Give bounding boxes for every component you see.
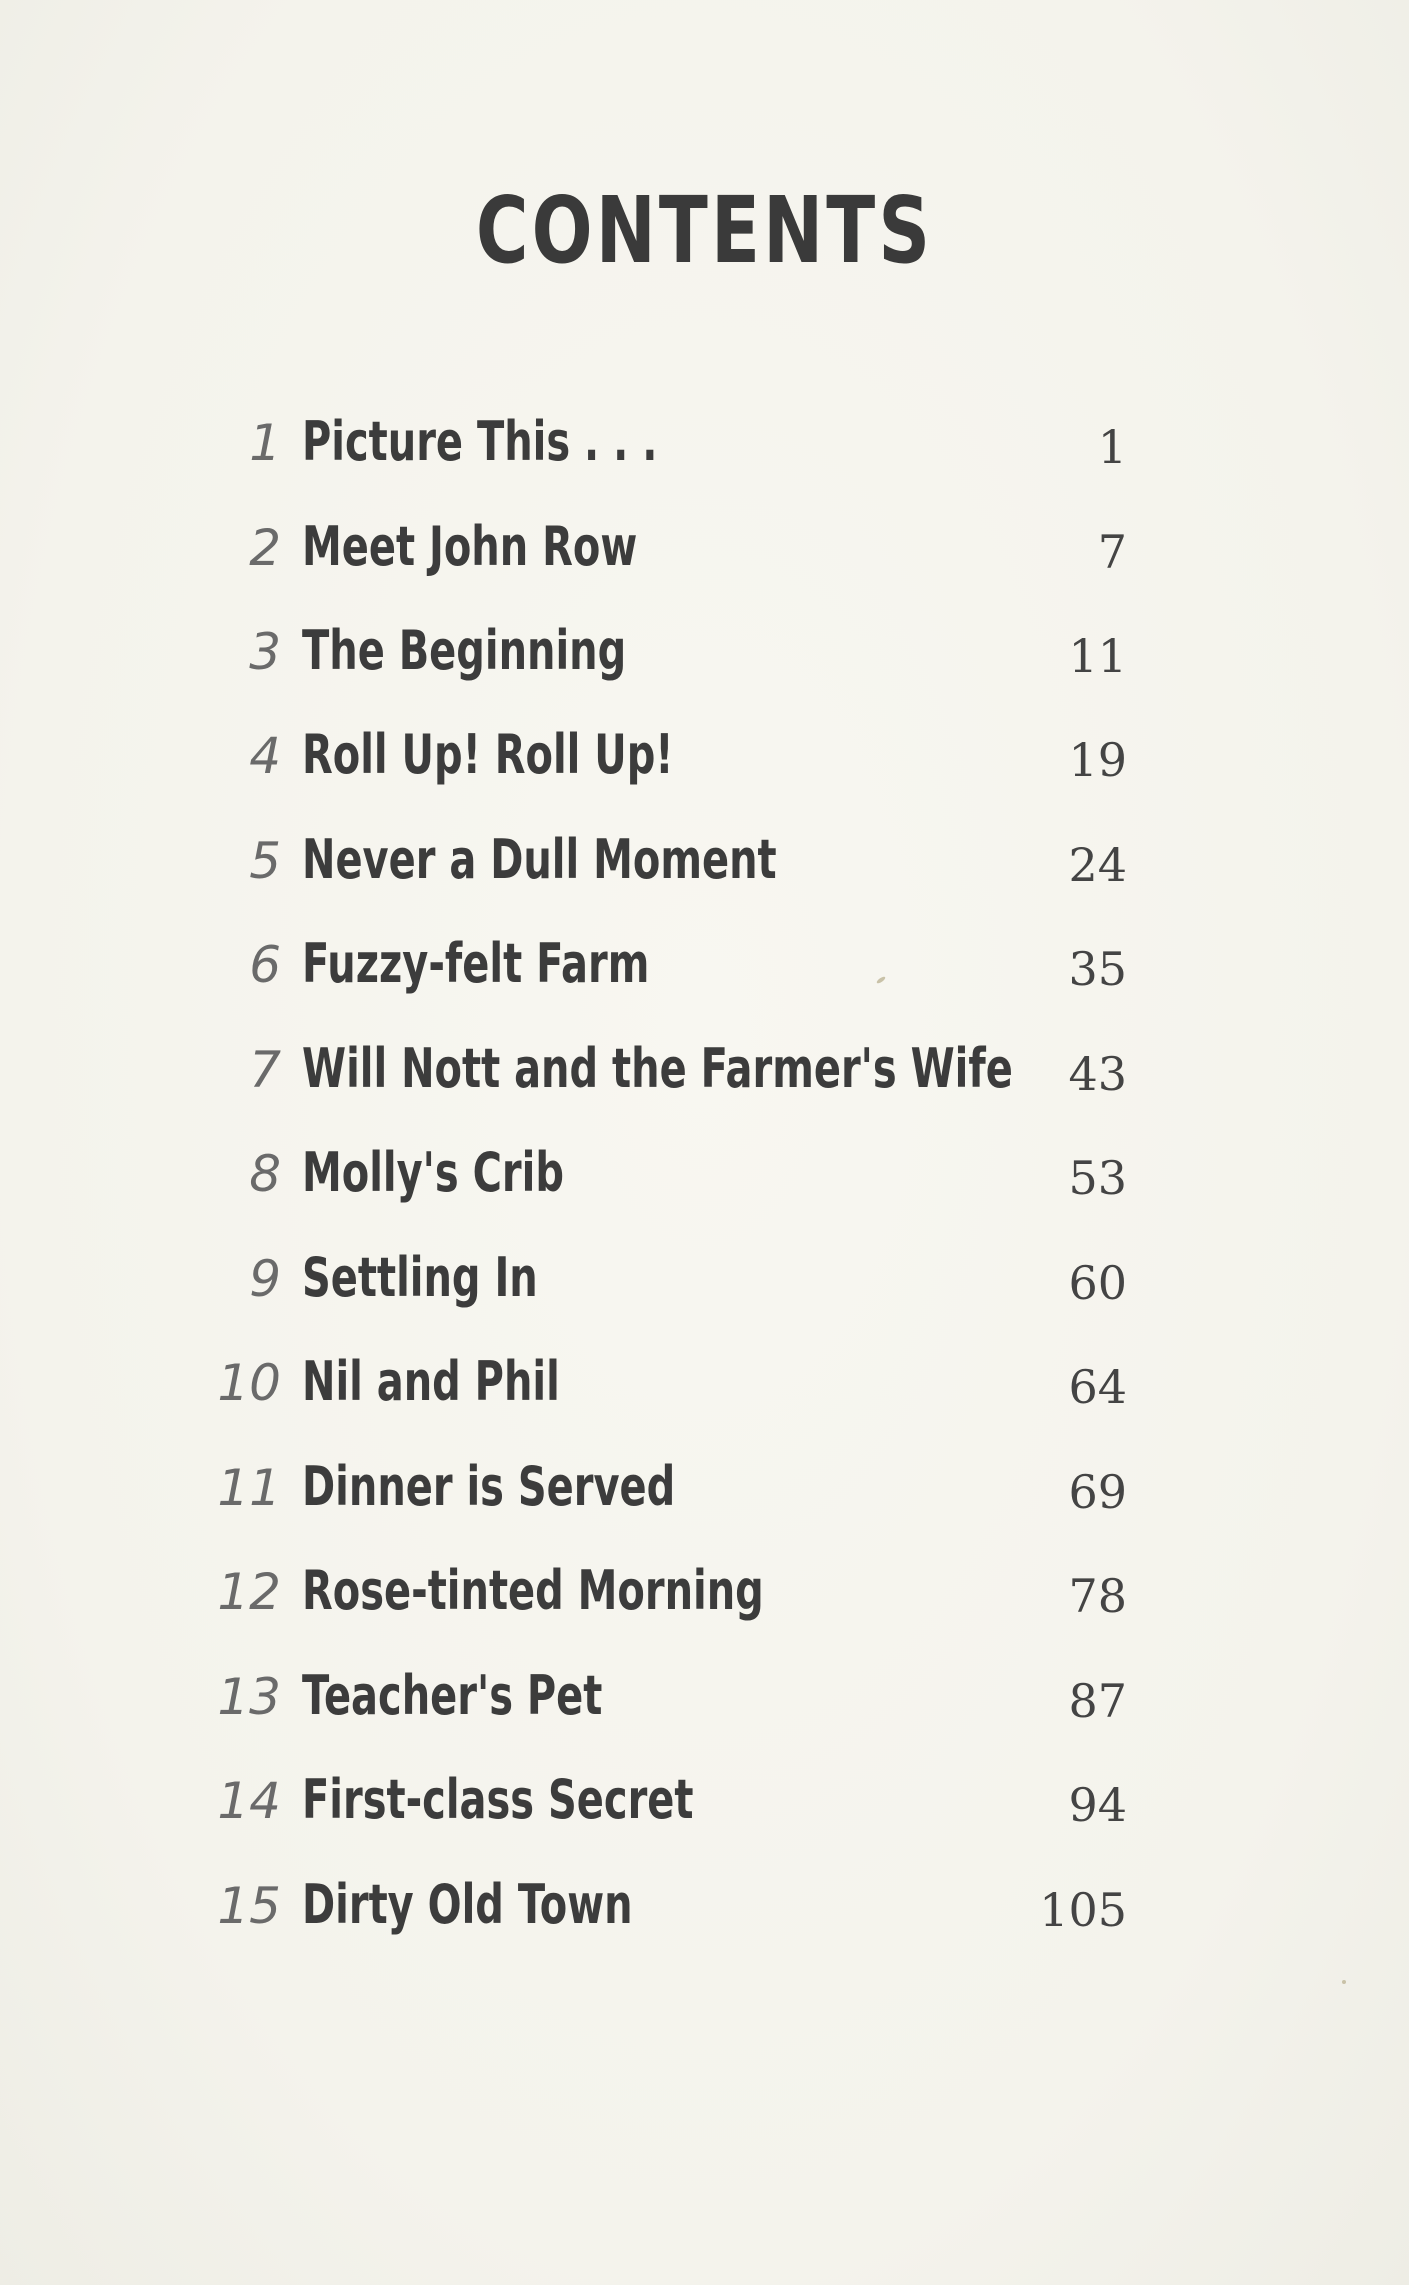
chapter-number: 7 bbox=[249, 1041, 281, 1099]
chapter-title: Will Nott and the Farmer's Wife bbox=[302, 1037, 1013, 1100]
chapter-number: 9 bbox=[249, 1250, 281, 1308]
chapter-number: 8 bbox=[249, 1145, 281, 1203]
toc-entry bbox=[0, 1345, 1409, 1425]
page-number: 105 bbox=[1039, 1883, 1127, 1937]
chapter-number: 10 bbox=[217, 1354, 281, 1412]
chapter-number: 13 bbox=[217, 1668, 281, 1726]
chapter-title: First-class Secret bbox=[302, 1768, 694, 1831]
page-number: 60 bbox=[1068, 1256, 1127, 1310]
chapter-title: Roll Up! Roll Up! bbox=[302, 723, 674, 786]
chapter-title: Molly's Crib bbox=[302, 1141, 564, 1204]
chapter-number: 1 bbox=[249, 414, 281, 472]
page-number: 64 bbox=[1068, 1360, 1127, 1414]
page-number: 43 bbox=[1068, 1047, 1127, 1101]
page-number: 35 bbox=[1068, 942, 1127, 996]
chapter-title: Never a Dull Moment bbox=[302, 828, 777, 891]
chapter-number: 15 bbox=[217, 1877, 281, 1935]
chapter-title: Settling In bbox=[302, 1246, 538, 1309]
chapter-title: Rose-tinted Morning bbox=[302, 1559, 764, 1622]
toc-entry bbox=[0, 1659, 1409, 1739]
page-number: 7 bbox=[1097, 525, 1127, 579]
chapter-title: Teacher's Pet bbox=[302, 1664, 603, 1727]
toc-entry bbox=[0, 1763, 1409, 1843]
toc-entry bbox=[0, 718, 1409, 798]
toc-entry bbox=[0, 927, 1409, 1007]
chapter-title: The Beginning bbox=[302, 619, 627, 682]
toc-entry bbox=[0, 1554, 1409, 1634]
chapter-number: 3 bbox=[249, 623, 281, 681]
chapter-title: Dirty Old Town bbox=[302, 1873, 633, 1936]
chapter-title: Meet John Row bbox=[302, 515, 638, 578]
chapter-number: 14 bbox=[217, 1772, 281, 1830]
page-number: 1 bbox=[1097, 420, 1127, 474]
page-number: 87 bbox=[1068, 1674, 1127, 1728]
chapter-number: 4 bbox=[249, 727, 281, 785]
page-number: 53 bbox=[1068, 1151, 1127, 1205]
page-number: 94 bbox=[1068, 1778, 1127, 1832]
page-number: 78 bbox=[1068, 1569, 1127, 1623]
toc-entry bbox=[0, 614, 1409, 694]
toc-entry bbox=[0, 510, 1409, 590]
toc-entry bbox=[0, 1032, 1409, 1112]
page-number: 19 bbox=[1068, 733, 1127, 787]
toc-entry bbox=[0, 1868, 1409, 1948]
toc-entry bbox=[0, 405, 1409, 485]
page-number: 24 bbox=[1068, 838, 1127, 892]
chapter-number: 2 bbox=[249, 519, 281, 577]
page-number: 69 bbox=[1068, 1465, 1127, 1519]
chapter-number: 12 bbox=[217, 1563, 281, 1621]
toc-entry bbox=[0, 1450, 1409, 1530]
chapter-title: Dinner is Served bbox=[302, 1455, 676, 1518]
page-number: 11 bbox=[1068, 629, 1127, 683]
chapter-number: 11 bbox=[217, 1459, 281, 1517]
toc-entry bbox=[0, 823, 1409, 903]
toc-entry bbox=[0, 1136, 1409, 1216]
chapter-number: 5 bbox=[249, 832, 281, 890]
chapter-title: Picture This . . . bbox=[302, 410, 658, 473]
page-title: CONTENTS bbox=[475, 177, 934, 284]
chapter-title: Nil and Phil bbox=[302, 1350, 560, 1413]
chapter-number: 6 bbox=[249, 936, 281, 994]
toc-entry bbox=[0, 1241, 1409, 1321]
chapter-title: Fuzzy-felt Farm bbox=[302, 932, 650, 995]
paper-speck bbox=[1342, 1980, 1346, 1984]
